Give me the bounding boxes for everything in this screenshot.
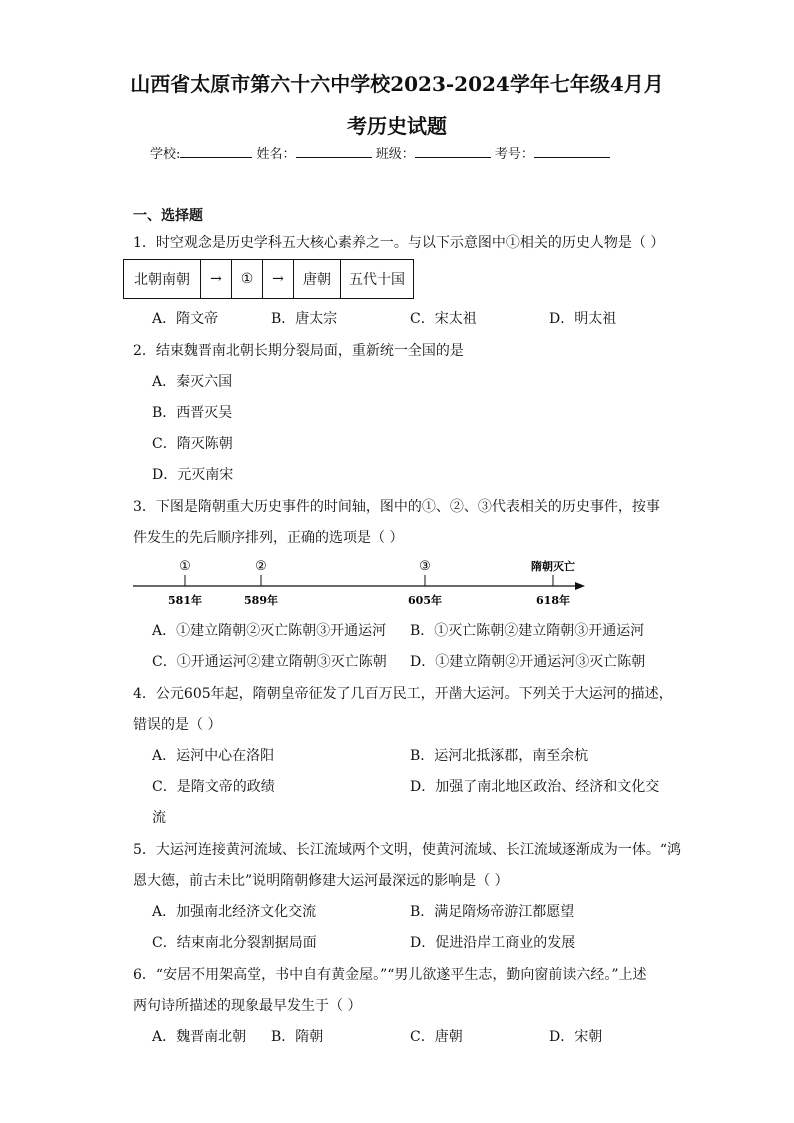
q1-option-c[interactable]: C．宋太祖: [410, 311, 477, 327]
q3-option-c[interactable]: C．①开通运河②建立隋朝③灭亡陈朝: [152, 654, 387, 670]
question-6-stem-line2: 两句诗所描述的现象最早发生于（ ）: [133, 998, 362, 1014]
exam-title-line1: 山西省太原市第六十六中学校2023-2024学年七年级4月月: [130, 72, 664, 96]
question-1-stem: 1．时空观念是历史学科五大核心素养之一。与以下示意图中①相关的历史人物是（ ）: [133, 235, 665, 251]
q4-option-b[interactable]: B．运河北抵涿郡，南至余杭: [410, 748, 589, 764]
name-blank[interactable]: [296, 143, 372, 158]
exam-no-label: 考号：: [494, 147, 534, 162]
question-6-stem-line1: 6．“安居不用架高堂，书中自有黄金屋。”“男儿欲遂平生志，勤向窗前读六经。”上述: [133, 967, 647, 983]
q5-option-b[interactable]: B．满足隋炀帝游江都愿望: [410, 904, 575, 920]
arrow-icon: →: [262, 260, 293, 298]
arrow-icon: →: [200, 260, 231, 298]
exam-title-line2: 考历史试题: [347, 114, 447, 138]
q3-option-b[interactable]: B．①灭亡陈朝②建立隋朝③开通运河: [410, 623, 645, 639]
q4-option-a[interactable]: A．运河中心在洛阳: [152, 748, 275, 764]
q1-option-d[interactable]: D．明太祖: [549, 311, 617, 327]
exam-no-blank[interactable]: [534, 143, 610, 158]
q4-option-d[interactable]: D．加强了南北地区政治、经济和文化交: [410, 779, 660, 795]
q5-option-a[interactable]: A．加强南北经济文化交流: [152, 904, 317, 920]
timeline-marker: 隋朝灭亡: [531, 560, 575, 573]
q2-option-c[interactable]: C．隋灭陈朝: [152, 436, 233, 452]
question-4-stem-line2: 错误的是（ ）: [133, 717, 222, 733]
flow-cell-blank: ①: [231, 260, 262, 298]
name-label: 姓名：: [256, 147, 296, 162]
timeline-marker: ①: [179, 559, 191, 574]
question-4-stem-line1: 4．公元605年起，隋朝皇帝征发了几百万民工，开凿大运河。下列关于大运河的描述，: [133, 686, 673, 702]
q2-option-a[interactable]: A．秦灭六国: [152, 374, 233, 390]
timeline-year: 618年: [536, 594, 570, 607]
school-label: 学校:: [150, 147, 181, 162]
q6-option-d[interactable]: D．宋朝: [549, 1029, 603, 1045]
sui-timeline: [133, 553, 593, 609]
student-info-row: [150, 143, 644, 162]
timeline-year: 589年: [244, 594, 278, 607]
q3-option-d[interactable]: D．①建立隋朝②开通运河③灭亡陈朝: [410, 654, 646, 670]
flow-cell: 五代十国: [340, 260, 413, 298]
q6-option-b[interactable]: B．隋朝: [271, 1029, 324, 1045]
timeline-marker: ③: [419, 559, 431, 574]
q5-option-c[interactable]: C．结束南北分裂割据局面: [152, 935, 317, 951]
q5-option-d[interactable]: D．促进沿岸工商业的发展: [410, 935, 576, 951]
flow-cell: 北朝南朝: [134, 272, 190, 288]
q3-option-a[interactable]: A．①建立隋朝②灭亡陈朝③开通运河: [152, 623, 387, 639]
question-5-stem-line2: 恩大德，前古未比”说明隋朝修建大运河最深远的影响是（ ）: [133, 873, 509, 889]
class-label: 班级：: [375, 147, 415, 162]
q1-option-b[interactable]: B．唐太宗: [271, 311, 338, 327]
timeline-arrow-icon: [575, 582, 585, 590]
q1-option-a[interactable]: A．隋文帝: [152, 311, 219, 327]
dynasty-flow-diagram: [123, 259, 414, 299]
class-blank[interactable]: [415, 143, 491, 158]
q6-option-c[interactable]: C．唐朝: [410, 1029, 463, 1045]
school-blank[interactable]: [180, 143, 252, 158]
q2-option-b[interactable]: B．西晋灭吴: [152, 405, 233, 421]
question-2-stem: 2．结束魏晋南北朝长期分裂局面，重新统一全国的是: [133, 343, 464, 359]
timeline-marker: ②: [255, 559, 267, 574]
flow-cell: 唐朝: [293, 260, 340, 298]
question-3-stem-line2: 件发生的先后顺序排列，正确的选项是（ ）: [133, 530, 404, 546]
q6-option-a[interactable]: A．魏晋南北朝: [152, 1029, 247, 1045]
q2-option-d[interactable]: D．元灭南宋: [152, 467, 234, 483]
question-3-stem-line1: 3．下图是隋朝重大历史事件的时间轴，图中的①、②、③代表相关的历史事件，按事: [133, 499, 660, 515]
q4-option-d-continued: 流: [152, 810, 166, 826]
timeline-year: 605年: [408, 594, 442, 607]
section-heading: 一、选择题: [133, 208, 203, 224]
timeline-year: 581年: [168, 594, 202, 607]
question-5-stem-line1: 5．大运河连接黄河流域、长江流域两个文明，使黄河流域、长江流域逐渐成为一体。“鸿: [133, 842, 682, 858]
q4-option-c[interactable]: C．是隋文帝的政绩: [152, 779, 275, 795]
